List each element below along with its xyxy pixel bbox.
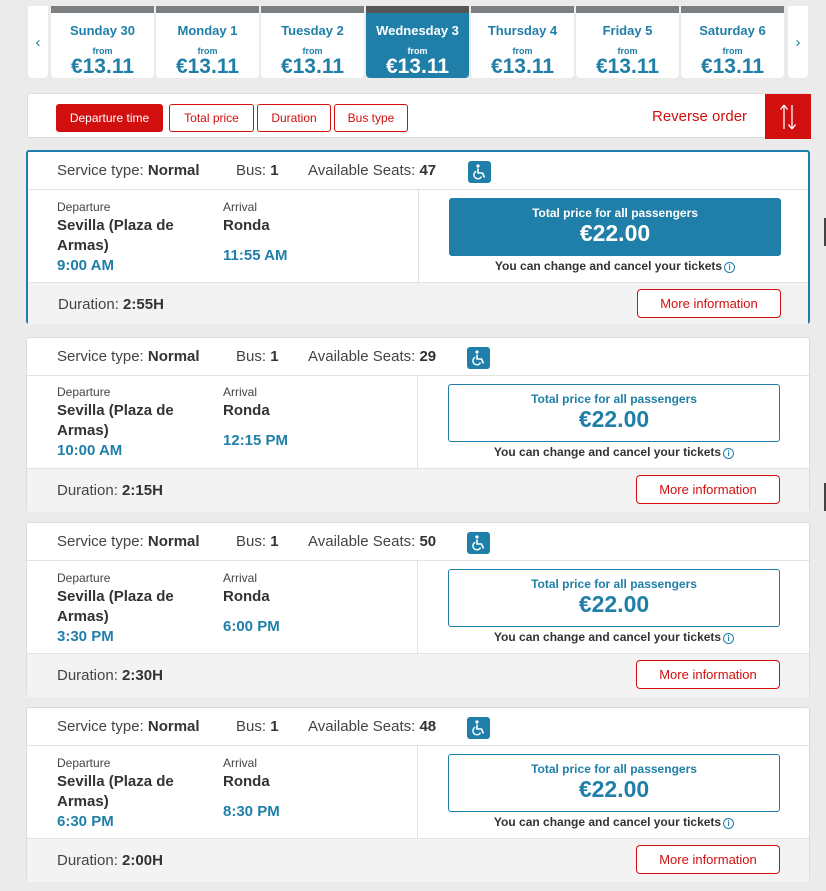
- bus-number: Bus: 1: [236, 348, 279, 365]
- departure-time: 10:00 AM: [57, 442, 123, 459]
- prev-week-chevron-icon[interactable]: ‹: [28, 6, 48, 78]
- departure-label: Departure: [57, 756, 111, 770]
- departure-place: Sevilla (Plaza de Armas): [57, 773, 174, 810]
- cancel-note: You can change and cancel your tickets i: [449, 259, 781, 273]
- arrival-place: Ronda: [223, 588, 270, 605]
- departure-place: Sevilla (Plaza de Armas): [57, 588, 174, 625]
- more-information-button[interactable]: More information: [636, 845, 780, 874]
- trip-card: [26, 337, 810, 511]
- service-type: Service type: Normal: [57, 348, 200, 365]
- day-from-label: from: [302, 46, 323, 56]
- wheelchair-icon: [467, 532, 490, 554]
- trip-footer: [28, 282, 808, 324]
- info-icon[interactable]: i: [724, 262, 735, 273]
- cancel-note: You can change and cancel your tickets i: [448, 630, 780, 644]
- more-information-button[interactable]: More information: [636, 660, 780, 689]
- wheelchair-icon: [467, 717, 490, 739]
- sort-bar: [27, 93, 810, 138]
- reverse-order-label[interactable]: Reverse order: [652, 108, 748, 125]
- info-icon[interactable]: i: [723, 448, 734, 459]
- select-trip-price-button[interactable]: [448, 754, 780, 812]
- sort-departure-time-button[interactable]: Departure time: [56, 104, 163, 132]
- trip-footer: [27, 468, 809, 512]
- day-tab-tuesday[interactable]: [261, 6, 364, 78]
- departure-label: Departure: [57, 200, 111, 214]
- departure-place: Sevilla (Plaza de Armas): [57, 402, 174, 439]
- day-price: €13.11: [385, 55, 450, 78]
- day-from-label: from: [197, 46, 218, 56]
- total-price-label: Total price for all passengers: [531, 577, 697, 591]
- day-tab-wednesday-selected[interactable]: [366, 6, 469, 78]
- sort-bus-type-button[interactable]: Bus type: [334, 104, 408, 132]
- divider: [417, 376, 418, 468]
- day-tab-monday[interactable]: [156, 6, 259, 78]
- divider: [417, 561, 418, 653]
- arrival-place: Ronda: [223, 402, 270, 419]
- arrival-time: 6:00 PM: [223, 618, 280, 635]
- trip-header: [27, 708, 809, 746]
- day-price: €13.11: [70, 55, 135, 78]
- trip-body: [27, 561, 809, 653]
- day-tab-friday[interactable]: [576, 6, 679, 78]
- arrival-place: Ronda: [223, 773, 270, 790]
- day-tab-saturday[interactable]: [681, 6, 784, 78]
- bus-number: Bus: 1: [236, 533, 279, 550]
- total-price-label: Total price for all passengers: [531, 392, 697, 406]
- day-price: €13.11: [175, 55, 240, 78]
- available-seats: Available Seats: 47: [308, 162, 437, 179]
- divider: [418, 190, 419, 282]
- available-seats: Available Seats: 48: [308, 718, 437, 735]
- bus-number: Bus: 1: [236, 162, 279, 179]
- total-price-value: €22.00: [578, 591, 650, 617]
- arrival-place: Ronda: [223, 217, 270, 234]
- trip-card: [26, 707, 810, 881]
- day-from-label: from: [407, 46, 428, 56]
- duration: Duration: 2:55H: [58, 296, 164, 313]
- duration: Duration: 2:00H: [57, 852, 163, 869]
- day-from-label: from: [512, 46, 533, 56]
- trip-body: [27, 746, 809, 838]
- day-tab-sunday[interactable]: [51, 6, 154, 78]
- day-price: €13.11: [280, 55, 345, 78]
- day-name: Tuesday 2: [281, 23, 344, 38]
- more-information-button[interactable]: More information: [636, 475, 780, 504]
- divider: [417, 746, 418, 838]
- arrival-label: Arrival: [223, 385, 258, 399]
- day-name: Monday 1: [177, 23, 238, 38]
- duration: Duration: 2:15H: [57, 482, 163, 499]
- date-selector: [0, 0, 826, 82]
- departure-time: 3:30 PM: [57, 628, 114, 645]
- arrival-time: 8:30 PM: [223, 803, 280, 820]
- wheelchair-icon: [467, 347, 490, 369]
- day-from-label: from: [92, 46, 113, 56]
- next-week-chevron-icon[interactable]: ›: [788, 6, 808, 78]
- total-price-value: €22.00: [579, 220, 651, 246]
- trip-card: [26, 522, 810, 696]
- cancel-note: You can change and cancel your tickets i: [448, 815, 780, 829]
- duration: Duration: 2:30H: [57, 667, 163, 684]
- day-name: Sunday 30: [69, 23, 136, 38]
- cancel-note: You can change and cancel your tickets i: [448, 445, 780, 459]
- trip-body: [28, 190, 808, 282]
- day-price: €13.11: [490, 55, 555, 78]
- arrival-label: Arrival: [223, 571, 258, 585]
- reverse-order-icon: [779, 102, 797, 132]
- departure-place: Sevilla (Plaza de Armas): [57, 217, 174, 254]
- total-price-value: €22.00: [578, 406, 650, 432]
- departure-label: Departure: [57, 385, 111, 399]
- day-name: Friday 5: [602, 23, 653, 38]
- arrival-time: 12:15 PM: [223, 432, 289, 449]
- departure-label: Departure: [57, 571, 111, 585]
- service-type: Service type: Normal: [57, 718, 200, 735]
- departure-time: 6:30 PM: [57, 813, 114, 830]
- trip-header: [27, 523, 809, 561]
- available-seats: Available Seats: 29: [308, 348, 437, 365]
- select-trip-price-button[interactable]: [448, 569, 780, 627]
- sort-total-price-button[interactable]: Total price: [169, 104, 254, 132]
- day-name: Wednesday 3: [376, 23, 459, 38]
- available-seats: Available Seats: 50: [308, 533, 437, 550]
- trip-header: [27, 338, 809, 376]
- day-from-label: from: [722, 46, 743, 56]
- reverse-order-button[interactable]: [765, 94, 811, 139]
- day-from-label: from: [617, 46, 638, 56]
- departure-time: 9:00 AM: [57, 257, 114, 274]
- wheelchair-icon: [468, 161, 491, 183]
- trip-card: [26, 150, 810, 324]
- service-type: Service type: Normal: [57, 533, 200, 550]
- info-icon[interactable]: i: [723, 633, 734, 644]
- bus-number: Bus: 1: [236, 718, 279, 735]
- total-price-label: Total price for all passengers: [532, 206, 698, 220]
- day-price: €13.11: [700, 55, 765, 78]
- day-tab-thursday[interactable]: [471, 6, 574, 78]
- select-trip-price-button[interactable]: [449, 198, 781, 256]
- select-trip-price-button[interactable]: [448, 384, 780, 442]
- day-price: €13.11: [595, 55, 660, 78]
- trip-footer: [27, 838, 809, 882]
- total-price-label: Total price for all passengers: [531, 762, 697, 776]
- sort-duration-button[interactable]: Duration: [257, 104, 331, 132]
- arrival-label: Arrival: [223, 200, 258, 214]
- arrival-time: 11:55 AM: [223, 247, 288, 264]
- arrival-label: Arrival: [223, 756, 258, 770]
- trip-body: [27, 376, 809, 468]
- more-information-button[interactable]: More information: [637, 289, 781, 318]
- trip-header: [28, 152, 808, 190]
- total-price-value: €22.00: [578, 776, 650, 802]
- trip-footer: [27, 653, 809, 697]
- info-icon[interactable]: i: [723, 818, 734, 829]
- service-type: Service type: Normal: [57, 162, 200, 179]
- day-name: Thursday 4: [487, 23, 558, 38]
- day-name: Saturday 6: [699, 23, 766, 38]
